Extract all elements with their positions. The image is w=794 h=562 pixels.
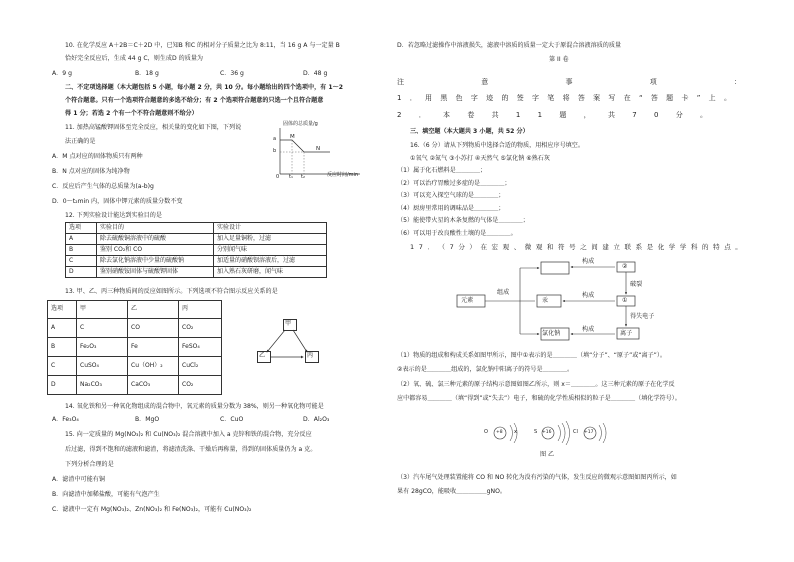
atom-s-symbol: S: [534, 429, 538, 435]
spread-char: 色: [455, 94, 463, 102]
q13-diagram-top: 甲: [285, 320, 292, 327]
atom-cl-symbol: Cl: [573, 429, 578, 435]
spread-char: 用: [425, 94, 433, 102]
q17-construct-3: 构成: [582, 326, 595, 333]
q17-nacl: 氯化钠: [542, 330, 561, 337]
spread-char: 观: [535, 243, 543, 251]
table-header: 实验设计: [214, 223, 327, 234]
spread-char: ．: [409, 94, 417, 102]
table-cell: C: [66, 256, 97, 267]
q16-item-2: （2）可以治疗胃酸过多症的是＿＿＿＿；: [397, 180, 511, 187]
spread-char: 7: [449, 243, 454, 251]
table-row: [48, 319, 222, 338]
q11-graph-o: 0: [276, 174, 280, 180]
sec2-line1: 二、不定项选择题（本大题包括 5 小题，每小题 2 分，共 10 分。每小题给出的四个选项中，有 1～2: [65, 84, 343, 91]
q10-opt-c: C．36 g: [220, 70, 244, 77]
q17-item-1: （1）物质的组成和构成关系如图甲所示，图中①表示的是＿＿＿＿（填“分子”、“原子”或“离子”）。: [397, 352, 666, 359]
spread-char: 签: [516, 94, 524, 102]
table-cell: Cu（OH）₂: [128, 357, 179, 376]
spread-char: 系: [635, 243, 643, 251]
spread-char: 分: [458, 243, 465, 251]
spread-char: 的: [501, 94, 509, 102]
table-row: [48, 301, 222, 319]
table-row: [48, 357, 222, 376]
spread-char: 是: [646, 243, 654, 251]
spread-char: 案: [593, 94, 601, 102]
table-header: 选项: [66, 223, 97, 234]
spread-char: 答: [577, 94, 585, 102]
table-cell: C: [77, 319, 128, 338]
q16-item-6: （6）可以用于改良酸性土壤的是＿＿＿＿。: [397, 230, 517, 237]
q11-opt-d: D．0～t₂min 内，固体中钾元素的质量分数不变: [52, 198, 183, 205]
figure-b-caption: 图 乙: [540, 451, 555, 458]
table-row: [66, 223, 327, 234]
spread-char: 观: [502, 243, 510, 251]
q17-item-6: 果有 28gCO，能吸收＿＿＿＿＿gNO。: [397, 488, 506, 495]
spread-char: 。: [735, 243, 742, 251]
q16-item-5: （5）能使带火星的木条复燃的气体是＿＿＿＿；: [397, 217, 529, 224]
q16-line2: ①氧气 ②氮气 ③小苏打 ④天然气 ⑤氯化钠 ⑥熟石灰: [410, 155, 550, 162]
q17-construct-2: 构成: [582, 292, 595, 299]
spread-char: 的: [702, 243, 709, 251]
q13-table: [47, 300, 222, 395]
q17-circle-2: ②: [622, 263, 628, 270]
spread-char: 、: [513, 243, 521, 251]
q16-line1: 16.（6 分）请从下列物质中选择合适的物质，用相应序号填空。: [410, 142, 584, 149]
spread-char: 迹: [486, 94, 494, 102]
atom-s-nucleus: +16: [542, 430, 552, 435]
spread-char: 题: [559, 111, 567, 119]
q12-table: [65, 222, 327, 278]
q14-opt-c: C．CuO: [220, 416, 244, 423]
table-row: [48, 376, 222, 395]
atom-o-nucleus: +8: [496, 430, 503, 435]
spread-char: 间: [591, 243, 598, 251]
table-cell: 鉴别硝酸铵固体与硫酸钾固体: [97, 267, 214, 278]
q15-opt-b: B．向滤渣中加稀盐酸，可能有气泡产生: [52, 491, 160, 498]
table-cell: Na₂CO₃: [77, 376, 128, 395]
spread-char: 卷: [467, 111, 475, 119]
q16-item-3: （3）可以充入探空气球的是＿＿＿＿；: [397, 192, 505, 199]
table-row: [66, 256, 327, 267]
note-2: [397, 111, 707, 119]
q15-line1: 15. 向一定质量的 Mg(NO₃)₂ 和 Cu(NO₃)₂ 混合溶液中加入 a 克锌和铁的混合物，充分反应: [65, 431, 312, 438]
q13-diagram-left: 乙: [259, 352, 266, 359]
table-cell: 加入足量铜粉，过滤: [214, 234, 327, 245]
q14-line1: 14. 氧化铁和另一种氧化物组成的混合物中，氧元素的质量分数为 38%，则另一种氧化物可能是: [65, 403, 324, 410]
spread-char: 建: [602, 243, 609, 251]
q17-line1: [410, 244, 742, 251]
q11-graph-t1: t₁: [289, 174, 293, 180]
q17-circle-1: ①: [622, 297, 628, 304]
q17-construct-1: 构成: [582, 258, 595, 265]
spread-char: 1: [537, 111, 543, 119]
table-cell: B: [66, 245, 97, 256]
table-row: [48, 338, 222, 357]
q11-graph-ylabel: 固体的总质量/g: [283, 121, 318, 127]
table-cell: CuCl₂: [179, 357, 222, 376]
spread-char: 。: [700, 111, 707, 119]
q13-diagram-right: 丙: [307, 352, 314, 359]
spread-char: 在: [480, 243, 487, 251]
spread-char: 2: [397, 111, 402, 119]
atom-o-symbol: O: [484, 429, 488, 435]
spread-char: 科: [690, 243, 698, 251]
spread-char: ，: [583, 111, 591, 119]
spread-char: 号: [569, 243, 576, 251]
table-cell: CO: [128, 319, 179, 338]
q17-item-4: 应中都容易＿＿＿＿（填“得到”或“失去”）电子，和硫的化学性质相似的粒子是＿＿＿＿（填化学符号）。: [397, 395, 681, 402]
sec3-title: 三、填空题（本大题共 3 小题，共 52 分）: [410, 128, 529, 135]
q11-opt-b: B．N 点对应的固体为纯净物: [52, 168, 130, 175]
q17-mo: 汞: [542, 297, 549, 304]
q17-element: 元素: [461, 297, 474, 304]
spread-char: 1: [515, 111, 521, 119]
q13-line1: 13. 甲、乙、丙三种物质间的反应如图所示。下列选项不符合图示反应关系的是: [65, 288, 278, 295]
table-cell: D: [48, 376, 77, 395]
table-cell: CO₂: [179, 319, 222, 338]
q17-ion: 离子: [620, 330, 633, 337]
atom-cl-nucleus: +17: [584, 430, 594, 435]
table-cell: 加适量的硝酸钡溶液后，过滤: [214, 256, 327, 267]
sec2-line2: 个符合题意。只有一个选项符合题意的多选不给分；有 2 个选项符合题意的只选一个且符合题意: [65, 97, 324, 104]
spread-char: 分: [675, 111, 683, 119]
q15-line2: 后过滤，得到不饱和的滤液和滤渣，将滤渣洗涤、干燥后再称量，得到的固体质量仍为 a 克。: [65, 446, 317, 453]
q11-line2: 法正确的是: [65, 138, 96, 145]
spread-char: 1: [397, 94, 402, 102]
table-cell: D: [66, 267, 97, 278]
table-cell: A: [66, 234, 97, 245]
q17-item-2: ②表示的是＿＿＿＿组成的，氯化钠中阳离子的符号是＿＿＿＿。: [397, 366, 574, 373]
notes-title: 注 意 事 项 ：: [397, 78, 741, 86]
spread-char: 学: [679, 243, 687, 251]
table-row: [66, 267, 327, 278]
spread-char: 字: [532, 94, 539, 102]
spread-char: 之: [580, 243, 587, 251]
spread-char: 化: [657, 243, 665, 251]
spread-char: 答: [650, 94, 658, 102]
table-cell: 除去氯化钠溶液中少量的硫酸钠: [97, 256, 214, 267]
spread-char: 符: [558, 243, 565, 251]
spread-char: 7: [418, 243, 423, 251]
table-header: 选项: [48, 301, 77, 319]
q10-line1: 10. 在化学反应 A＋2B＝C＋2D 中，已知B 和C 的相对分子质量之比为 8:11，当 16 g A 与一定量 B: [65, 42, 340, 49]
q11-line1: 11. 加热高锰酸钾固体至完全反应，相关量的变化如下图，下列说: [65, 124, 242, 131]
q15-opt-a: A．滤渣中可能有铜: [52, 476, 105, 483]
q12-line1: 12. 下列实验设计能达到实验目的是: [65, 212, 162, 219]
spread-char: 笔: [547, 94, 555, 102]
table-cell: A: [48, 319, 77, 338]
table-cell: CaCO₃: [128, 376, 179, 395]
q14-opt-a: A．Fe₃O₄: [52, 416, 79, 423]
q15-line3: 下列分析合理的是: [65, 461, 114, 468]
spread-char: 立: [613, 243, 620, 251]
note-1: [397, 94, 731, 102]
spread-char: 在: [623, 94, 631, 102]
table-cell: 鉴别 CO₂和 CO: [97, 245, 214, 256]
q14-opt-d: D．Al₂O₃: [303, 416, 330, 423]
q10-line2: 恰好完全反应后，生成 44 g C，则生成D 的质量为: [65, 55, 204, 62]
q10-opt-d: D．48 g: [303, 70, 328, 77]
spread-char: 将: [562, 94, 570, 102]
q11-graph-xlabel: 反应时间/min: [327, 172, 359, 178]
table-header: 乙: [128, 301, 179, 319]
spread-char: 1: [410, 243, 415, 251]
spread-char: 共: [491, 111, 499, 119]
table-row: [66, 245, 327, 256]
q11-graph-n: N: [316, 146, 321, 152]
table-header: 丙: [179, 301, 222, 319]
spread-char: ．: [418, 111, 426, 119]
spread-char: 联: [624, 243, 631, 251]
spread-char: ）: [469, 243, 476, 251]
part2-title: 第 II 卷: [549, 56, 569, 63]
spread-char: 题: [666, 94, 674, 102]
q16-item-4: （4）厨房里常用的调味品是＿＿＿＿；: [397, 205, 505, 212]
table-cell: CuSO₄: [77, 357, 128, 376]
spread-char: 和: [546, 243, 554, 251]
q17-compose: 组成: [497, 289, 510, 296]
q10-opt-a: A．9 g: [52, 70, 72, 77]
table-cell: B: [48, 338, 77, 357]
q16-item-1: （1）属于化石燃料是＿＿＿＿；: [397, 167, 487, 174]
atom-o-x: x: [514, 429, 517, 435]
spread-char: 卡: [681, 94, 689, 102]
q11-graph-a: a: [273, 136, 277, 142]
table-header: 实验目的: [97, 223, 214, 234]
table-cell: CO₂: [179, 376, 222, 395]
table-row: [66, 234, 327, 245]
spread-char: 7: [632, 111, 637, 119]
q11-graph-b: b: [273, 148, 277, 154]
q17-item-3: （2）氧、硫、氯三种元素的原子结构示意图如图乙所示，则 x＝＿＿＿＿。这三种元素的原子在化学反: [397, 381, 675, 388]
table-cell: 加入熟石灰研磨，闻气味: [214, 267, 327, 278]
sec2-line3: 得 1 分；若选 2 个有一个不符合题意则不给分）: [65, 110, 198, 117]
spread-char: “: [638, 94, 643, 102]
spread-char: 0: [653, 111, 659, 119]
q15-opt-d: D．若忽略过滤操作中溶液损失，滤液中溶质的质量一定大于原混合溶液溶质的质量: [397, 42, 622, 49]
spread-char: 上: [708, 94, 716, 102]
spread-char: 学: [668, 243, 676, 251]
spread-char: 。: [723, 94, 731, 102]
q11-opt-c: C．反应后产生气体的总质量为(a-b)g: [52, 183, 154, 190]
q11-graph-t2: t₂: [301, 174, 305, 180]
q14-opt-b: B．MgO: [135, 416, 160, 423]
spread-char: 微: [524, 243, 532, 251]
spread-char: 本: [443, 111, 451, 119]
table-cell: C: [48, 357, 77, 376]
table-cell: 分别闻气味: [214, 245, 327, 256]
table-cell: FeSO₄: [179, 338, 222, 357]
q17-item-5: （3）汽车尾气处理装置能将 CO 和 NO 转化为没有污染的气体，发生反应的微观示意图如图丙所示，如: [397, 474, 677, 481]
spread-char: 特: [713, 243, 720, 251]
spread-char: ”: [696, 94, 701, 102]
table-cell: Fe₂O₃: [77, 338, 128, 357]
q11-graph-m: M: [290, 134, 295, 140]
spread-char: 字: [470, 94, 478, 102]
table-header: 甲: [77, 301, 128, 319]
table-cell: Fe: [128, 338, 179, 357]
q15-opt-c: C．滤液中一定有 Mg(NO₃)₂、Zn(NO₃)₂ 和 Fe(NO₃)₂，可能有 Cu(NO₃)₂: [52, 506, 252, 513]
spread-char: 写: [608, 94, 616, 102]
spread-char: （: [438, 243, 446, 251]
q17-gainlose: 得失电子: [630, 313, 655, 320]
spread-char: 点: [724, 243, 731, 251]
spread-char: 黑: [440, 94, 448, 102]
q11-opt-a: A．M 点对应的固体物质只有两种: [52, 153, 143, 160]
q17-split: 破裂: [630, 281, 643, 288]
spread-char: ．: [427, 243, 434, 251]
spread-char: 宏: [491, 243, 499, 251]
table-cell: 除去硫酸铜溶液中的硫酸: [97, 234, 214, 245]
q10-opt-b: B．18 g: [135, 70, 159, 77]
spread-char: 共: [607, 111, 615, 119]
